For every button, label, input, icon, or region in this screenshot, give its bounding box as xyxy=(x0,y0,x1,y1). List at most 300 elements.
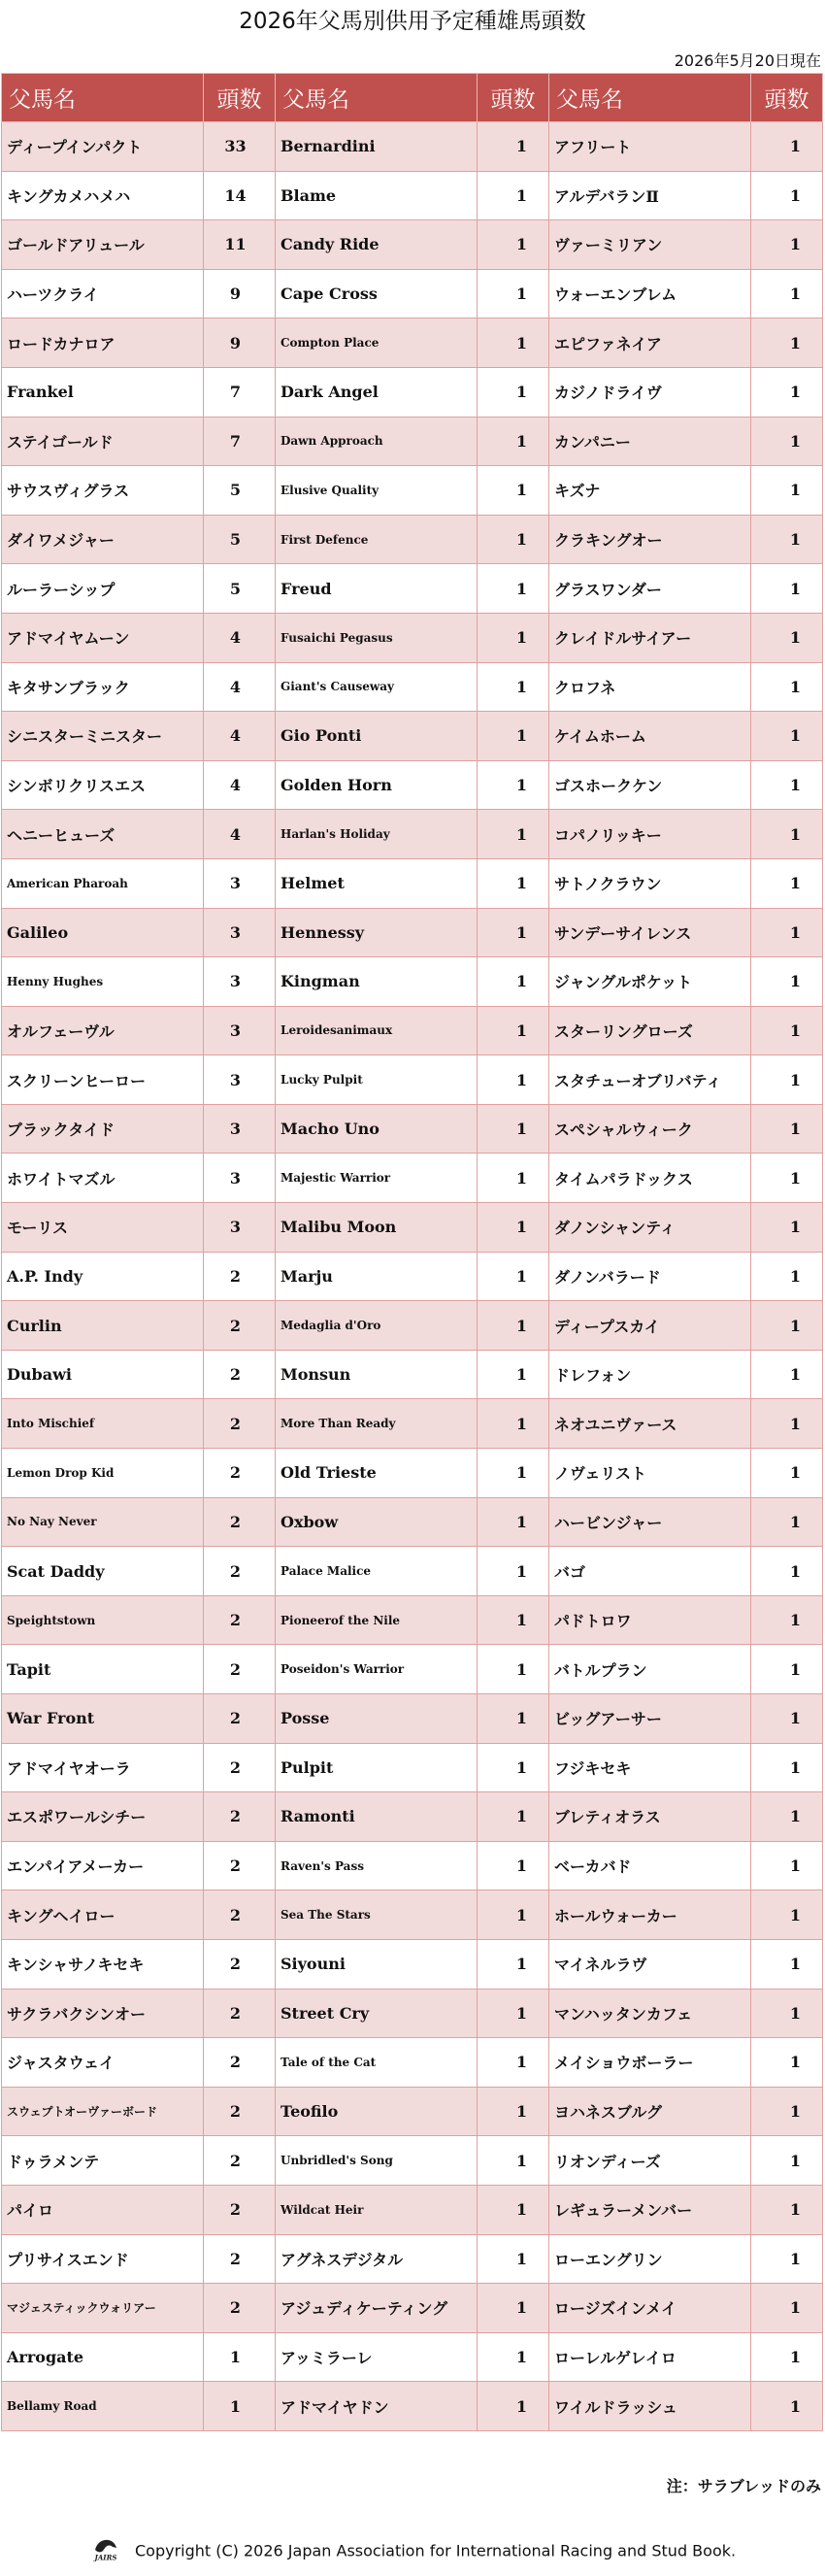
sire-name-cell: バゴ xyxy=(549,1547,751,1596)
sire-name-cell: キズナ xyxy=(549,466,751,516)
table-row xyxy=(2,1104,823,1154)
count-cell: 1 xyxy=(751,810,823,859)
sire-name-cell: Sea The Stars xyxy=(276,1890,478,1940)
sire-name-cell: Kingman xyxy=(276,957,478,1007)
sire-name-cell: レギュラーメンバー xyxy=(549,2185,751,2234)
count-cell: 5 xyxy=(204,564,276,614)
count-cell: 1 xyxy=(478,417,549,466)
sire-name-cell: ブラックタイド xyxy=(2,1104,204,1154)
count-cell: 4 xyxy=(204,712,276,761)
count-cell: 1 xyxy=(751,1595,823,1645)
sire-name-cell: Compton Place xyxy=(276,318,478,368)
count-cell: 2 xyxy=(204,1449,276,1498)
count-cell: 1 xyxy=(751,1497,823,1547)
sire-name-cell: サンデーサイレンス xyxy=(549,908,751,957)
count-cell: 9 xyxy=(204,318,276,368)
sire-name-cell: ゴスホークケン xyxy=(549,760,751,810)
sire-name-cell: アジュディケーティング xyxy=(276,2284,478,2333)
table-body xyxy=(2,122,823,2431)
count-cell: 1 xyxy=(478,1252,549,1301)
count-cell: 1 xyxy=(478,1449,549,1498)
header-count-3: 頭数 xyxy=(751,74,823,122)
sire-name-cell: メイショウボーラー xyxy=(549,2038,751,2088)
sire-name-cell: ドレフォン xyxy=(549,1350,751,1399)
count-cell: 5 xyxy=(204,466,276,516)
table-row xyxy=(2,2136,823,2186)
sire-name-cell: クレイドルサイアー xyxy=(549,613,751,662)
sire-name-cell: Arrogate xyxy=(2,2332,204,2382)
count-cell: 1 xyxy=(478,269,549,318)
table-row xyxy=(2,2038,823,2088)
sire-name-cell: スターリングローズ xyxy=(549,1006,751,1055)
count-cell: 2 xyxy=(204,1939,276,1989)
header-sire-name-1: 父馬名 xyxy=(2,74,204,122)
sire-name-cell: シニスターミニスター xyxy=(2,712,204,761)
sire-name-cell: パドトロワ xyxy=(549,1595,751,1645)
header-count-1: 頭数 xyxy=(204,74,276,122)
count-cell: 1 xyxy=(478,2185,549,2234)
count-cell: 1 xyxy=(478,2332,549,2382)
sire-name-cell: Hennessy xyxy=(276,908,478,957)
count-cell: 1 xyxy=(751,2038,823,2088)
sire-name-cell: アフリート xyxy=(549,122,751,172)
count-cell: 2 xyxy=(204,1547,276,1596)
count-cell: 1 xyxy=(751,2234,823,2284)
sire-name-cell: ホールウォーカー xyxy=(549,1890,751,1940)
sire-name-cell: シンボリクリスエス xyxy=(2,760,204,810)
count-cell: 1 xyxy=(751,957,823,1007)
count-cell: 1 xyxy=(751,1252,823,1301)
count-cell: 1 xyxy=(751,564,823,614)
sire-name-cell: Pioneerof the Nile xyxy=(276,1595,478,1645)
count-cell: 1 xyxy=(204,2382,276,2431)
count-cell: 1 xyxy=(751,1694,823,1744)
count-cell: 1 xyxy=(751,1006,823,1055)
count-cell: 4 xyxy=(204,662,276,712)
sire-name-cell: ハーツクライ xyxy=(2,269,204,318)
sire-name-cell: ネオユニヴァース xyxy=(549,1399,751,1449)
sire-name-cell: フジキセキ xyxy=(549,1743,751,1792)
sire-name-cell: ローレルゲレイロ xyxy=(549,2332,751,2382)
sire-name-cell: Blame xyxy=(276,171,478,220)
count-cell: 4 xyxy=(204,810,276,859)
footnote: 注：サラブレッドのみ xyxy=(666,2477,821,2495)
count-cell: 1 xyxy=(478,466,549,516)
table-row xyxy=(2,515,823,564)
sire-name-cell: Dark Angel xyxy=(276,367,478,417)
count-cell: 7 xyxy=(204,417,276,466)
sire-name-cell: リオンディーズ xyxy=(549,2136,751,2186)
sire-name-cell: アドマイヤムーン xyxy=(2,613,204,662)
count-cell: 1 xyxy=(751,1449,823,1498)
sire-name-cell: カンパニー xyxy=(549,417,751,466)
sire-name-cell: スクリーンヒーロー xyxy=(2,1055,204,1105)
sire-name-cell: コパノリッキー xyxy=(549,810,751,859)
sire-name-cell: エンパイアメーカー xyxy=(2,1841,204,1890)
table-row xyxy=(2,1595,823,1645)
count-cell: 1 xyxy=(751,171,823,220)
table-row xyxy=(2,1497,823,1547)
table-row xyxy=(2,858,823,908)
sire-name-cell: Unbridled's Song xyxy=(276,2136,478,2186)
count-cell: 1 xyxy=(478,858,549,908)
table-header-row xyxy=(2,74,823,122)
sire-name-cell: アルデバランⅡ xyxy=(549,171,751,220)
count-cell: 1 xyxy=(751,1939,823,1989)
sire-name-cell: キンシャサノキセキ xyxy=(2,1939,204,1989)
sire-name-cell: ジャングルポケット xyxy=(549,957,751,1007)
sire-name-cell: ゴールドアリュール xyxy=(2,220,204,270)
sire-name-cell: Golden Horn xyxy=(276,760,478,810)
table-row xyxy=(2,318,823,368)
table-row xyxy=(2,712,823,761)
table-row xyxy=(2,122,823,172)
sire-name-cell: Harlan's Holiday xyxy=(276,810,478,859)
sire-name-cell: ハービンジャー xyxy=(549,1497,751,1547)
sire-name-cell: Ramonti xyxy=(276,1792,478,1842)
count-cell: 4 xyxy=(204,613,276,662)
count-cell: 1 xyxy=(478,810,549,859)
sire-name-cell: スウェプトオーヴァーボード xyxy=(2,2087,204,2136)
count-cell: 3 xyxy=(204,1006,276,1055)
sire-name-cell: Scat Daddy xyxy=(2,1547,204,1596)
sire-table xyxy=(1,73,823,2431)
sire-name-cell: Candy Ride xyxy=(276,220,478,270)
sire-name-cell: ステイゴールド xyxy=(2,417,204,466)
count-cell: 1 xyxy=(751,466,823,516)
sire-name-cell: クラキングオー xyxy=(549,515,751,564)
table-row xyxy=(2,662,823,712)
sire-name-cell: キタサンブラック xyxy=(2,662,204,712)
table-row xyxy=(2,564,823,614)
count-cell: 1 xyxy=(751,662,823,712)
sire-name-cell: Pulpit xyxy=(276,1743,478,1792)
count-cell: 1 xyxy=(751,858,823,908)
count-cell: 1 xyxy=(478,2382,549,2431)
sire-name-cell: ルーラーシップ xyxy=(2,564,204,614)
count-cell: 1 xyxy=(751,1350,823,1399)
table-row xyxy=(2,1645,823,1694)
sire-name-cell: ブレティオラス xyxy=(549,1792,751,1842)
sire-name-cell: ノヴェリスト xyxy=(549,1449,751,1498)
count-cell: 1 xyxy=(478,1547,549,1596)
sire-name-cell: オルフェーヴル xyxy=(2,1006,204,1055)
count-cell: 2 xyxy=(204,1595,276,1645)
sire-name-cell: パイロ xyxy=(2,2185,204,2234)
table-row xyxy=(2,1252,823,1301)
sire-name-cell: Speightstown xyxy=(2,1595,204,1645)
count-cell: 9 xyxy=(204,269,276,318)
count-cell: 1 xyxy=(751,2136,823,2186)
sire-name-cell: サトノクラウン xyxy=(549,858,751,908)
count-cell: 7 xyxy=(204,367,276,417)
table-row xyxy=(2,1989,823,2038)
sire-name-cell: サウスヴィグラス xyxy=(2,466,204,516)
sire-name-cell: Old Trieste xyxy=(276,1449,478,1498)
sire-name-cell: プリサイスエンド xyxy=(2,2234,204,2284)
table-row xyxy=(2,1055,823,1105)
sire-name-cell: ホワイトマズル xyxy=(2,1154,204,1203)
sire-name-cell: Majestic Warrior xyxy=(276,1154,478,1203)
count-cell: 1 xyxy=(478,1694,549,1744)
count-cell: 1 xyxy=(751,2087,823,2136)
count-cell: 1 xyxy=(478,1203,549,1253)
sire-name-cell: ダノンシャンティ xyxy=(549,1203,751,1253)
sire-name-cell: サクラバクシンオー xyxy=(2,1989,204,2038)
sire-name-cell: Monsun xyxy=(276,1350,478,1399)
count-cell: 1 xyxy=(478,2087,549,2136)
table-row xyxy=(2,1939,823,1989)
count-cell: 1 xyxy=(751,515,823,564)
sire-name-cell: Into Mischief xyxy=(2,1399,204,1449)
table-row xyxy=(2,1006,823,1055)
copyright: Copyright (C) 2026 Japan Association for International Racing and Stud Book. xyxy=(134,2541,737,2560)
count-cell: 1 xyxy=(478,318,549,368)
count-cell: 3 xyxy=(204,1154,276,1203)
table-row xyxy=(2,171,823,220)
count-cell: 1 xyxy=(751,908,823,957)
count-cell: 2 xyxy=(204,2284,276,2333)
count-cell: 1 xyxy=(751,760,823,810)
count-cell: 1 xyxy=(751,1055,823,1105)
count-cell: 3 xyxy=(204,1055,276,1105)
sire-name-cell: Helmet xyxy=(276,858,478,908)
table-row xyxy=(2,2185,823,2234)
sire-name-cell: Siyouni xyxy=(276,1939,478,1989)
count-cell: 1 xyxy=(751,1989,823,2038)
sire-name-cell: Tapit xyxy=(2,1645,204,1694)
sire-name-cell: クロフネ xyxy=(549,662,751,712)
count-cell: 1 xyxy=(751,269,823,318)
sire-name-cell: No Nay Never xyxy=(2,1497,204,1547)
sire-name-cell: Leroidesanimaux xyxy=(276,1006,478,1055)
count-cell: 1 xyxy=(478,1645,549,1694)
sire-name-cell: Galileo xyxy=(2,908,204,957)
sire-name-cell: Teofilo xyxy=(276,2087,478,2136)
count-cell: 1 xyxy=(751,1154,823,1203)
count-cell: 1 xyxy=(751,2284,823,2333)
count-cell: 2 xyxy=(204,1694,276,1744)
count-cell: 1 xyxy=(751,1890,823,1940)
sire-name-cell: アドマイヤオーラ xyxy=(2,1743,204,1792)
count-cell: 1 xyxy=(478,1154,549,1203)
count-cell: 1 xyxy=(478,2136,549,2186)
table-row xyxy=(2,2087,823,2136)
count-cell: 2 xyxy=(204,1841,276,1890)
sire-name-cell: More Than Ready xyxy=(276,1399,478,1449)
sire-name-cell: ローエングリン xyxy=(549,2234,751,2284)
sire-name-cell: Poseidon's Warrior xyxy=(276,1645,478,1694)
count-cell: 1 xyxy=(478,1841,549,1890)
count-cell: 1 xyxy=(478,564,549,614)
count-cell: 1 xyxy=(751,1645,823,1694)
count-cell: 2 xyxy=(204,1399,276,1449)
count-cell: 2 xyxy=(204,1301,276,1351)
header-count-2: 頭数 xyxy=(478,74,549,122)
sire-name-cell: モーリス xyxy=(2,1203,204,1253)
count-cell: 1 xyxy=(751,122,823,172)
sire-name-cell: ヨハネスブルグ xyxy=(549,2087,751,2136)
svg-text:JAIRS: JAIRS xyxy=(94,2553,117,2561)
sire-name-cell: War Front xyxy=(2,1694,204,1744)
count-cell: 1 xyxy=(478,662,549,712)
count-cell: 2 xyxy=(204,1645,276,1694)
count-cell: 1 xyxy=(751,1792,823,1842)
sire-name-cell: マンハッタンカフェ xyxy=(549,1989,751,2038)
table-row xyxy=(2,2234,823,2284)
count-cell: 2 xyxy=(204,1989,276,2038)
sire-name-cell: Bernardini xyxy=(276,122,478,172)
jairs-logo xyxy=(89,2536,122,2565)
count-cell: 1 xyxy=(751,1203,823,1253)
sire-name-cell: First Defence xyxy=(276,515,478,564)
page-title: 2026年父馬別供用予定種雄馬頭数 xyxy=(239,9,586,34)
count-cell: 1 xyxy=(478,1055,549,1105)
table-row xyxy=(2,1890,823,1940)
table-row xyxy=(2,1841,823,1890)
sire-name-cell: Giant's Causeway xyxy=(276,662,478,712)
count-cell: 1 xyxy=(478,1939,549,1989)
sire-name-cell: Raven's Pass xyxy=(276,1841,478,1890)
count-cell: 1 xyxy=(478,712,549,761)
count-cell: 1 xyxy=(751,1301,823,1351)
count-cell: 14 xyxy=(204,171,276,220)
table-row xyxy=(2,269,823,318)
count-cell: 2 xyxy=(204,1792,276,1842)
sire-name-cell: ヘニーヒューズ xyxy=(2,810,204,859)
count-cell: 1 xyxy=(478,122,549,172)
sire-name-cell: タイムパラドックス xyxy=(549,1154,751,1203)
sire-name-cell: キングカメハメハ xyxy=(2,171,204,220)
table-row xyxy=(2,760,823,810)
sire-name-cell: Curlin xyxy=(2,1301,204,1351)
count-cell: 1 xyxy=(478,367,549,417)
count-cell: 11 xyxy=(204,220,276,270)
sire-name-cell: ディープスカイ xyxy=(549,1301,751,1351)
table-row xyxy=(2,1743,823,1792)
sire-name-cell: ジャスタウェイ xyxy=(2,2038,204,2088)
sire-name-cell: Dawn Approach xyxy=(276,417,478,466)
count-cell: 3 xyxy=(204,908,276,957)
sire-name-cell: A.P. Indy xyxy=(2,1252,204,1301)
count-cell: 3 xyxy=(204,858,276,908)
count-cell: 1 xyxy=(478,1743,549,1792)
sire-name-cell: Malibu Moon xyxy=(276,1203,478,1253)
sire-name-cell: アグネスデジタル xyxy=(276,2234,478,2284)
count-cell: 1 xyxy=(478,1301,549,1351)
sire-name-cell: Cape Cross xyxy=(276,269,478,318)
sire-name-cell: ロージズインメイ xyxy=(549,2284,751,2333)
count-cell: 1 xyxy=(751,1841,823,1890)
count-cell: 3 xyxy=(204,1203,276,1253)
header-sire-name-2: 父馬名 xyxy=(276,74,478,122)
table-row xyxy=(2,1449,823,1498)
count-cell: 1 xyxy=(751,2382,823,2431)
count-cell: 1 xyxy=(478,957,549,1007)
count-cell: 1 xyxy=(478,1890,549,1940)
count-cell: 2 xyxy=(204,1890,276,1940)
sire-name-cell: Fusaichi Pegasus xyxy=(276,613,478,662)
count-cell: 1 xyxy=(478,2038,549,2088)
sire-name-cell: Wildcat Heir xyxy=(276,2185,478,2234)
sire-name-cell: ドゥラメンテ xyxy=(2,2136,204,2186)
sire-name-cell: Lemon Drop Kid xyxy=(2,1449,204,1498)
sire-name-cell: ダノンバラード xyxy=(549,1252,751,1301)
as-of-date: 2026年5月20日現在 xyxy=(674,51,821,70)
sire-name-cell: Palace Malice xyxy=(276,1547,478,1596)
count-cell: 1 xyxy=(751,1399,823,1449)
count-cell: 1 xyxy=(478,613,549,662)
count-cell: 2 xyxy=(204,1497,276,1547)
count-cell: 1 xyxy=(478,1497,549,1547)
count-cell: 2 xyxy=(204,1743,276,1792)
count-cell: 1 xyxy=(478,515,549,564)
count-cell: 1 xyxy=(751,1743,823,1792)
horse-logo-icon xyxy=(89,2536,122,2561)
count-cell: 1 xyxy=(751,318,823,368)
count-cell: 1 xyxy=(478,1989,549,2038)
header-sire-name-3: 父馬名 xyxy=(549,74,751,122)
count-cell: 2 xyxy=(204,1350,276,1399)
sire-name-cell: ダイワメジャー xyxy=(2,515,204,564)
count-cell: 1 xyxy=(478,1006,549,1055)
table-row xyxy=(2,613,823,662)
count-cell: 1 xyxy=(478,220,549,270)
sire-name-cell: エピファネイア xyxy=(549,318,751,368)
sire-name-cell: ベーカバド xyxy=(549,1841,751,1890)
table-row xyxy=(2,1203,823,1253)
table-row xyxy=(2,220,823,270)
count-cell: 1 xyxy=(478,1399,549,1449)
sire-name-cell: ビッグアーサー xyxy=(549,1694,751,1744)
count-cell: 1 xyxy=(751,712,823,761)
sire-name-cell: キングヘイロー xyxy=(2,1890,204,1940)
sire-name-cell: Lucky Pulpit xyxy=(276,1055,478,1105)
sire-name-cell: Gio Ponti xyxy=(276,712,478,761)
sire-name-cell: Oxbow xyxy=(276,1497,478,1547)
count-cell: 1 xyxy=(751,220,823,270)
sire-name-cell: Posse xyxy=(276,1694,478,1744)
table-row xyxy=(2,1154,823,1203)
count-cell: 3 xyxy=(204,957,276,1007)
table-row xyxy=(2,1547,823,1596)
count-cell: 1 xyxy=(204,2332,276,2382)
sire-name-cell: Dubawi xyxy=(2,1350,204,1399)
count-cell: 1 xyxy=(751,417,823,466)
count-cell: 1 xyxy=(478,171,549,220)
table-row xyxy=(2,908,823,957)
count-cell: 1 xyxy=(751,367,823,417)
sire-name-cell: Henny Hughes xyxy=(2,957,204,1007)
table-row xyxy=(2,1301,823,1351)
table-row xyxy=(2,810,823,859)
table-row xyxy=(2,417,823,466)
table-row xyxy=(2,2284,823,2333)
sire-name-cell: ヴァーミリアン xyxy=(549,220,751,270)
count-cell: 1 xyxy=(751,2185,823,2234)
sire-name-cell: Medaglia d'Oro xyxy=(276,1301,478,1351)
count-cell: 1 xyxy=(478,760,549,810)
sire-name-cell: グラスワンダー xyxy=(549,564,751,614)
sire-name-cell: Tale of the Cat xyxy=(276,2038,478,2088)
sire-name-cell: ワイルドラッシュ xyxy=(549,2382,751,2431)
sire-name-cell: Freud xyxy=(276,564,478,614)
sire-name-cell: スペシャルウィーク xyxy=(549,1104,751,1154)
sire-name-cell: アドマイヤドン xyxy=(276,2382,478,2431)
table-row xyxy=(2,1399,823,1449)
count-cell: 1 xyxy=(751,1547,823,1596)
count-cell: 1 xyxy=(751,1104,823,1154)
